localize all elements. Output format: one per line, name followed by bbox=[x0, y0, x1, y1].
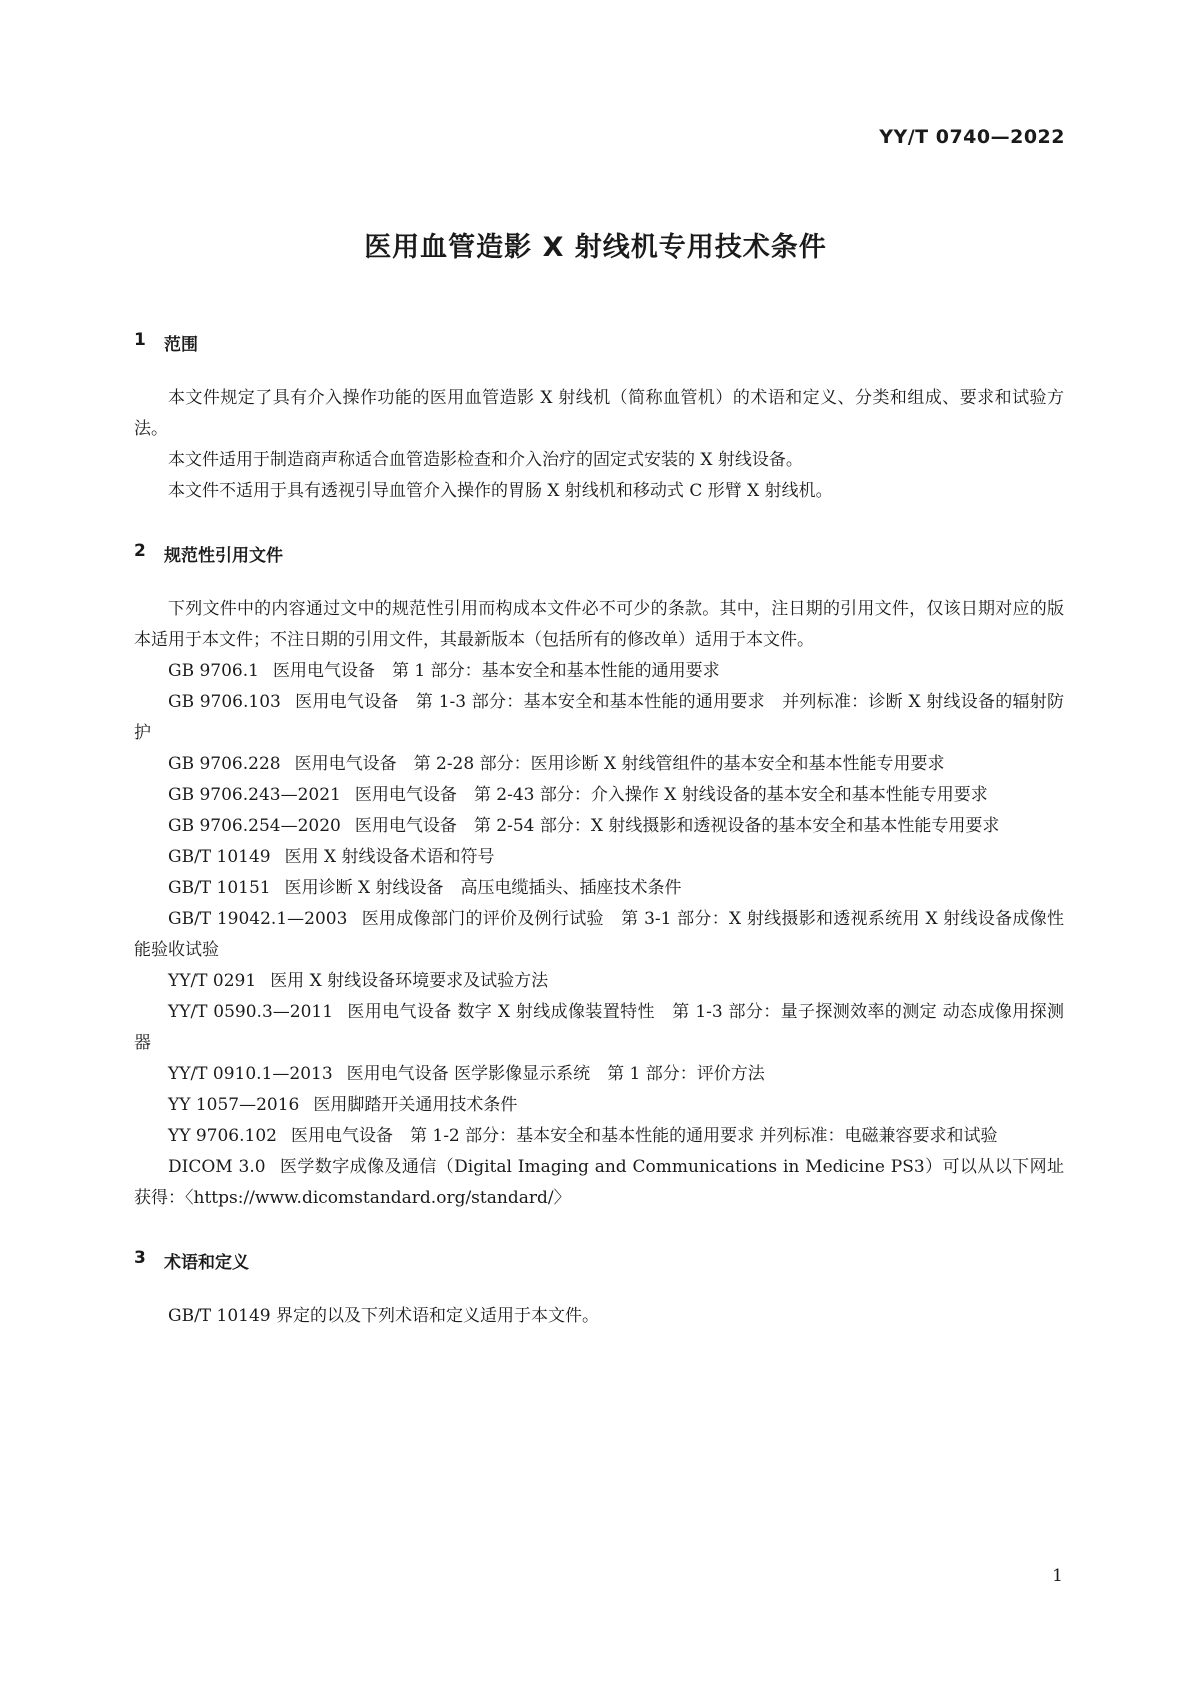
reference-code: GB 9706.1 bbox=[168, 661, 259, 681]
section-scope bbox=[134, 330, 1064, 507]
section-terms bbox=[134, 1248, 1064, 1332]
reference-code: YY 9706.102 bbox=[168, 1126, 277, 1146]
reference-code: YY/T 0910.1—2013 bbox=[168, 1064, 333, 1084]
reference-code: GB/T 10151 bbox=[168, 878, 271, 898]
document-body bbox=[134, 330, 1064, 1366]
reference-code: YY/T 0590.3—2011 bbox=[168, 1002, 334, 1022]
page-number: 1 bbox=[1052, 1566, 1063, 1586]
reference-title: 医用 X 射线设备环境要求及试验方法 bbox=[270, 971, 549, 991]
reference-item bbox=[134, 811, 1064, 842]
reference-item bbox=[134, 1090, 1064, 1121]
section-title: 范围 bbox=[164, 335, 198, 355]
reference-title: 医用脚踏开关通用技术条件 bbox=[313, 1095, 518, 1115]
reference-item bbox=[134, 749, 1064, 780]
section-title: 术语和定义 bbox=[164, 1253, 249, 1273]
reference-title: 医用电气设备 第 1 部分：基本安全和基本性能的通用要求 bbox=[272, 661, 720, 681]
document-title: 医用血管造影 X 射线机专用技术条件 bbox=[364, 232, 827, 263]
section-heading bbox=[134, 330, 1064, 355]
reference-item bbox=[134, 997, 1064, 1059]
reference-code: GB/T 10149 bbox=[168, 847, 271, 867]
reference-code: YY/T 0291 bbox=[168, 971, 257, 991]
reference-code: GB/T 19042.1—2003 bbox=[168, 909, 348, 929]
reference-title: 医用电气设备 第 1-2 部分：基本安全和基本性能的通用要求 并列标准：电磁兼容要求和试验 bbox=[290, 1126, 998, 1146]
reference-title: 医用电气设备 第 1-3 部分：基本安全和基本性能的通用要求 并列标准：诊断 X 射线设备的辐射防护 bbox=[134, 692, 1065, 743]
reference-item bbox=[134, 687, 1064, 749]
reference-code: DICOM 3.0 bbox=[168, 1157, 266, 1177]
reference-title: 医用 X 射线设备术语和符号 bbox=[284, 847, 495, 867]
reference-item bbox=[134, 1152, 1064, 1214]
reference-title: 医用成像部门的评价及例行试验 第 3-1 部分：X 射线摄影和透视系统用 X 射线设备成像性能验收试验 bbox=[134, 909, 1064, 960]
section-number: 3 bbox=[134, 1248, 146, 1268]
reference-item bbox=[134, 1121, 1064, 1152]
reference-item bbox=[134, 842, 1064, 873]
reference-code: GB 9706.103 bbox=[168, 692, 281, 712]
reference-title: 医学数字成像及通信（Digital Imaging and Communications in Medicine PS3）可以从以下网址获得：〈https://www.dicomstandard.org/standard/〉 bbox=[134, 1157, 1064, 1208]
paragraph: 下列文件中的内容通过文中的规范性引用而构成本文件必不可少的条款。其中，注日期的引用文件，仅该日期对应的版本适用于本文件；不注日期的引用文件，其最新版本（包括所有的修改单）适用于本文件。 bbox=[134, 599, 1064, 650]
reference-code: GB 9706.254—2020 bbox=[168, 816, 341, 836]
section-number: 2 bbox=[134, 541, 146, 561]
section-number: 1 bbox=[134, 330, 146, 350]
reference-item bbox=[134, 966, 1064, 997]
reference-code: GB 9706.228 bbox=[168, 754, 281, 774]
reference-list bbox=[134, 656, 1064, 1214]
section-heading bbox=[134, 541, 1064, 566]
reference-item bbox=[134, 873, 1064, 904]
reference-code: YY 1057—2016 bbox=[168, 1095, 300, 1115]
reference-title: 医用电气设备 第 2-28 部分：医用诊断 X 射线管组件的基本安全和基本性能专用要求 bbox=[294, 754, 945, 774]
paragraph: 本文件不适用于具有透视引导血管介入操作的胃肠 X 射线机和移动式 C 形臂 X 射线机。 bbox=[168, 481, 833, 501]
paragraph: 本文件适用于制造商声称适合血管造影检查和介入治疗的固定式安装的 X 射线设备。 bbox=[168, 450, 803, 470]
section-title: 规范性引用文件 bbox=[164, 546, 283, 566]
reference-item bbox=[134, 1059, 1064, 1090]
reference-title: 医用电气设备 第 2-54 部分：X 射线摄影和透视设备的基本安全和基本性能专用要求 bbox=[354, 816, 1000, 836]
standard-number: YY/T 0740—2022 bbox=[879, 126, 1065, 148]
paragraph: GB/T 10149 界定的以及下列术语和定义适用于本文件。 bbox=[168, 1306, 600, 1326]
reference-title: 医用电气设备 医学影像显示系统 第 1 部分：评价方法 bbox=[346, 1064, 765, 1084]
reference-item bbox=[134, 780, 1064, 811]
section-normative-references bbox=[134, 541, 1064, 1214]
reference-title: 医用电气设备 第 2-43 部分：介入操作 X 射线设备的基本安全和基本性能专用要求 bbox=[354, 785, 988, 805]
reference-title: 医用诊断 X 射线设备 高压电缆插头、插座技术条件 bbox=[284, 878, 682, 898]
paragraph: 本文件规定了具有介入操作功能的医用血管造影 X 射线机（简称血管机）的术语和定义、分类和组成、要求和试验方法。 bbox=[134, 388, 1064, 439]
reference-item bbox=[134, 904, 1064, 966]
section-heading bbox=[134, 1248, 1064, 1273]
reference-code: GB 9706.243—2021 bbox=[168, 785, 341, 805]
reference-item bbox=[134, 656, 1064, 687]
reference-title: 医用电气设备 数字 X 射线成像装置特性 第 1-3 部分：量子探测效率的测定 动态成像用探测器 bbox=[134, 1002, 1064, 1053]
